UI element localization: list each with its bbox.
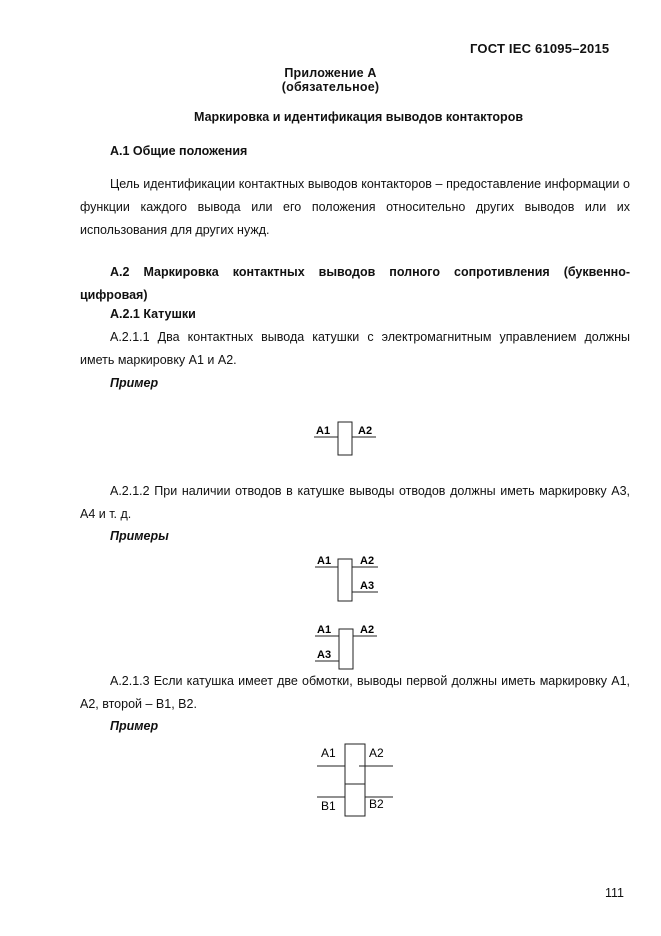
section-a2-heading: А.2 Маркировка контактных выводов полного сопротивления (буквенно-цифровая) <box>80 265 630 302</box>
appendix-title: Приложение А <box>284 66 377 80</box>
appendix-heading: Маркировка и идентификация выводов контакторов <box>194 110 524 124</box>
page-number: 111 <box>605 886 625 900</box>
paragraph-a211: А.2.1.1 Два контактных вывода катушки с электромагнитным управлением должны иметь маркировку А1 и А2. <box>80 330 630 367</box>
terminal-label-b1: B1 <box>321 799 336 813</box>
terminal-label-a1: A1 <box>321 746 336 760</box>
coil-diagram-4 <box>305 740 405 820</box>
section-a21-heading: А.2.1 Катушки <box>110 307 196 321</box>
terminal-label-a1: A1 <box>316 425 331 437</box>
terminal-label-a3: A3 <box>317 649 332 661</box>
section-a1-paragraph: Цель идентификации контактных выводов контакторов – предоставление информации о функции каждого вывода или его положения относительно других выводов или их использования для других нужд. <box>80 177 630 237</box>
terminal-label-a2: A2 <box>369 746 384 760</box>
paragraph-a212: А.2.1.2 При наличии отводов в катушке выводы отводов должны иметь маркировку А3, А4 и т. д. <box>80 484 630 521</box>
example-label-3: Пример <box>110 719 159 733</box>
example-label-1: Пример <box>110 376 159 390</box>
terminal-label-a1: A1 <box>317 555 332 567</box>
terminal-label-a2: A2 <box>358 425 373 437</box>
example-label-2: Примеры <box>110 529 169 543</box>
paragraph-a213: А.2.1.3 Если катушка имеет две обмотки, выводы первой должны иметь маркировку А1, А2, второй – В1, В2. <box>80 674 630 711</box>
section-a1-heading: А.1 Общие положения <box>110 144 248 158</box>
coil-diagram-3 <box>305 620 390 670</box>
coil-diagram-1 <box>300 414 390 464</box>
terminal-label-a3: A3 <box>360 580 375 592</box>
terminal-label-a2: A2 <box>360 624 375 636</box>
standard-code: ГОСТ IEC 61095–2015 <box>470 41 610 56</box>
terminal-label-a2: A2 <box>360 555 375 567</box>
appendix-status: (обязательное) <box>281 80 380 94</box>
coil-diagram-2 <box>305 550 390 605</box>
terminal-label-a1: A1 <box>317 624 332 636</box>
terminal-label-b2: B2 <box>369 797 384 811</box>
